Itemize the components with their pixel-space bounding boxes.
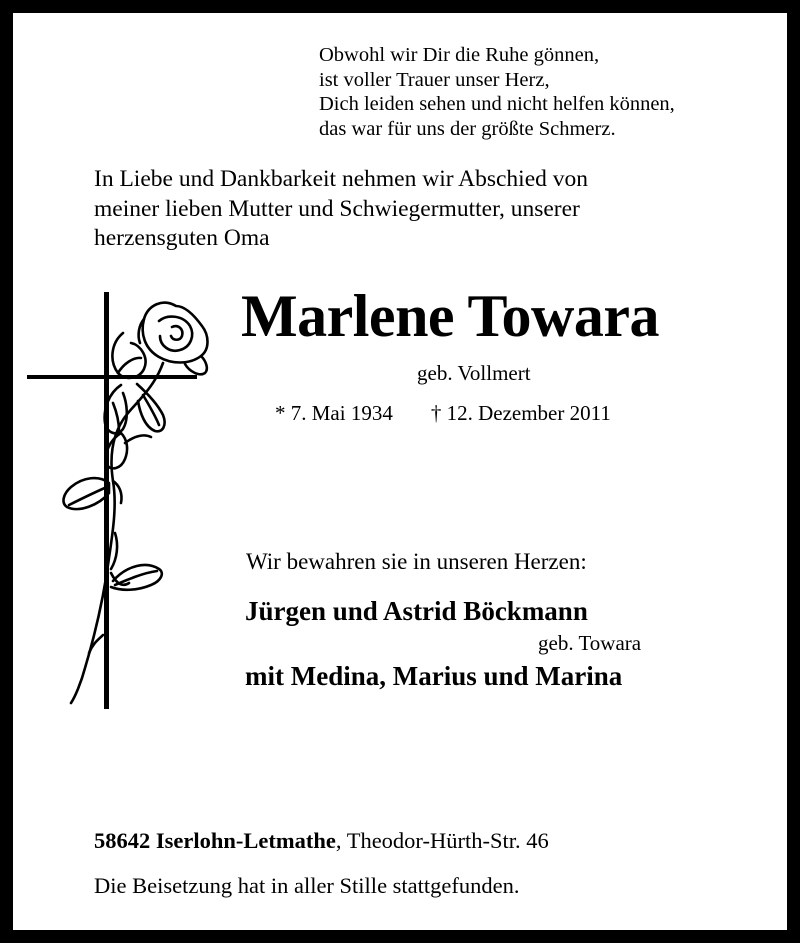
birth-date: * 7. Mai 1934 [275, 401, 393, 425]
rose-icon [64, 303, 208, 703]
grandchildren-names: mit Medina, Marius und Marina [245, 661, 623, 691]
address-street: , Theodor-Hürth-Str. 46 [335, 828, 549, 853]
burial-note: Die Beisetzung hat in aller Stille stattgefunden. [94, 873, 520, 898]
mourners-intro: Wir bewahren sie in unseren Herzen: [246, 549, 587, 574]
poem-line: das war für uns der größte Schmerz. [319, 117, 616, 140]
address-city: 58642 Iserlohn-Letmathe [94, 828, 336, 853]
obituary-card [13, 13, 787, 930]
intro-line: meiner lieben Mutter und Schwiegermutter, unserer [94, 195, 580, 222]
intro-line: herzensguten Oma [94, 225, 270, 251]
death-date: † 12. Dezember 2011 [430, 401, 611, 425]
mourner-names: Jürgen und Astrid Böckmann [245, 596, 588, 626]
intro-line: In Liebe und Dankbarkeit nehmen wir Abschied von [94, 166, 589, 192]
cross-and-rose [13, 13, 787, 930]
life-dates [275, 401, 611, 426]
birth-name: geb. Vollmert [417, 361, 531, 385]
mourner-birth-name: geb. Towara [538, 631, 642, 655]
poem-line: Dich leiden sehen und nicht helfen können, [319, 93, 675, 115]
poem-line: ist voller Trauer unser Herz, [319, 68, 550, 91]
poem-line: Obwohl wir Dir die Ruhe gönnen, [319, 44, 600, 66]
deceased-name: Marlene Towara [241, 283, 659, 349]
address [94, 828, 549, 854]
